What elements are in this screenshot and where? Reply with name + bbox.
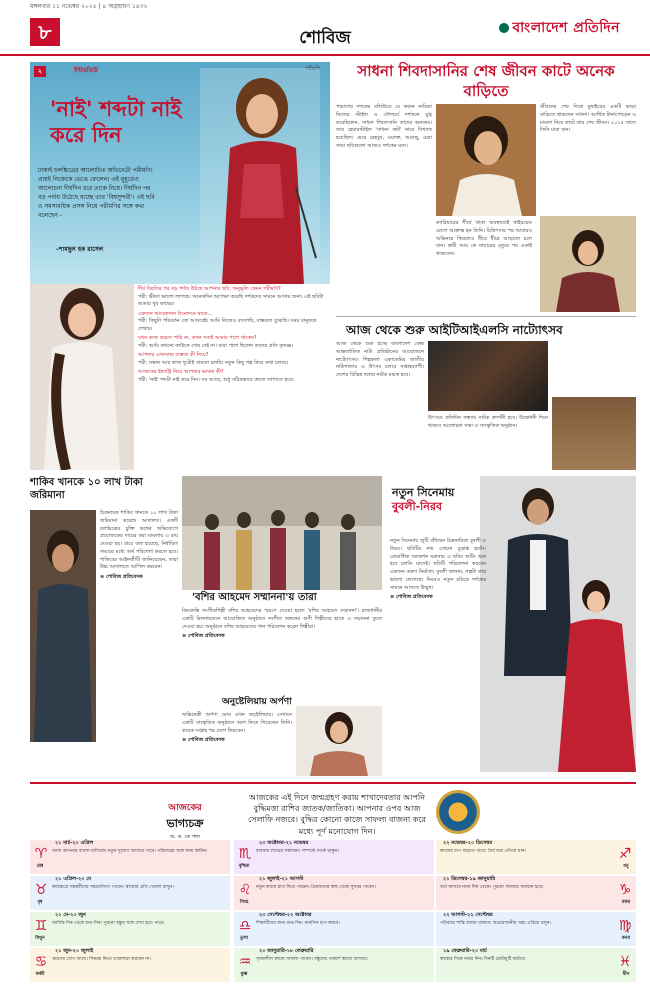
cinema-headline-top: নতুন সিনেমায়	[392, 486, 455, 499]
zodiac-7-icon: ♎	[238, 918, 252, 934]
sign-name: বৃশ্চিক	[238, 864, 250, 869]
cinema-body	[390, 538, 486, 602]
zodiac-6-icon: ♍	[618, 918, 632, 934]
sadhana-col-2: ক্যারিয়ারের শীর্ষে থাকা অবস্থাতেই থাইরয়েড রোগে আক্রান্ত হন তিনি। চিকিৎসার পর আবারও অভিনয়ে ফিরলেও ধীরে ধীরে আড়ালে চলে যান। স্বামী আর কে নায়ারের মৃত্যুর পর একাই থাকতেন।	[436, 220, 532, 257]
award-headline[interactable]: 'বশির আহমেদ সম্মাননা'য় তারা	[192, 592, 317, 603]
sign-name: বৃষ	[37, 900, 43, 905]
arpona-credit: ≡ শোবিজ প্রতিবেদক	[182, 737, 225, 744]
zodiac-2-icon: ♉	[34, 882, 48, 898]
horoscope-sign-10	[436, 876, 636, 910]
sign-name: মিথুন	[35, 936, 45, 941]
qa-question-2: একজন আরেকজন বিনোদনে থাকে...	[138, 310, 213, 317]
sign-range: ২১ জুলাই-২১ আগস্ট	[259, 876, 304, 882]
horoscope-sign-12	[436, 948, 636, 982]
interview-body	[30, 284, 330, 470]
cinema-credit: ≡ শোবিজ প্রতিবেদক	[390, 594, 433, 601]
interview-headline[interactable]: 'নাই' শব্দটা নাই করে দিন	[50, 97, 182, 148]
shakib-credit: ≡ শোবিজ প্রতিবেদক	[100, 574, 143, 580]
shakib-khan-photo	[30, 510, 96, 742]
sign-range: ১৯ ফেব্রুয়ারি-২০ মার্চ	[443, 948, 487, 954]
horoscope-sign-11	[234, 948, 434, 982]
sign-name: মেষ	[36, 864, 44, 869]
horoscope-sign-9	[436, 840, 636, 874]
horoscope-sign-4	[30, 948, 230, 982]
sign-name: সিংহ	[239, 900, 249, 905]
award-credit: ≡ শোবিজ প্রতিবেদক	[182, 633, 225, 640]
masthead	[0, 0, 650, 56]
horoscope-title	[130, 802, 240, 842]
sign-text: শিক্ষার্থীদের জন্য শুভ দিন। মানসিক চাপ কমবে।	[256, 921, 340, 926]
sign-text: স্বাস্থ্যের দিকে নজর দিন। দিনটি মোটামুটি কাটবে।	[440, 957, 526, 962]
pori-moni-photo	[200, 68, 320, 284]
sign-text: পরিবারে শান্তি বজায় থাকবে। অপ্রয়োজনীয় খরচ এড়িয়ে চলুন।	[440, 921, 552, 926]
cinema-headline-bottom: বুবলী-নিরব	[392, 500, 443, 514]
horoscope-sign-5	[234, 876, 434, 910]
sign-name: কুম্ভ	[240, 972, 248, 977]
qa-question-3: যখন কাজ করতে পারি না, তখন সবাই আমার পাশে থাকেন?	[138, 335, 257, 341]
theatre-col-1: আজ থেকে শুরু হচ্ছে বাংলাদেশ কেন্দ্র আন্তর্জাতিক নাট্য প্রতিষ্ঠানের আয়োজনে নাট্যোৎসব। শিল্পকলা একাডেমির জাতীয় নাট্যশালায় এ উৎসব চলবে সপ্তাহব্যাপী। দেশের বিভিন্ন দলের নাটক মঞ্চস্থ হবে।	[336, 341, 424, 378]
sadhana-article	[336, 62, 636, 312]
sign-name: মীন	[622, 972, 630, 977]
sign-range: ২২ আগস্ট-২২ সেপ্টেম্বর	[443, 912, 493, 918]
horoscope-sign-6	[436, 912, 636, 946]
sadhana-second-photo	[540, 216, 636, 312]
theatre-stage-photo	[428, 341, 548, 411]
theatre-festival-article	[336, 316, 636, 470]
qa-answer-4: পরী: সন্তান আর কাজ দুটোই সামলে চলছি। নতুন কিছু গল্প নিয়ে কথা চলছে।	[138, 359, 289, 366]
sign-range: ২৩ সেপ্টেম্বর-২২ অক্টোবর	[259, 912, 312, 918]
sign-range: ২১ মে-২০ জুন	[55, 912, 86, 918]
sign-range: ২০ জানুয়ারি-১৮ ফেব্রুয়ারি	[259, 948, 314, 954]
bubly-nirob-photo	[480, 476, 636, 772]
sign-text: অর্থ আসবে নানা দিক থেকে। পুরনো সমস্যার সমাধান হবে।	[440, 885, 544, 890]
horoscope-title-1: আজকের	[168, 803, 202, 813]
sign-name: ধনু	[623, 864, 629, 869]
horoscope-title-2: ভাগ্যচক্র	[166, 816, 204, 830]
horoscope-sign-2	[30, 876, 230, 910]
qa-answer-2: পরী: কিছুটা পরিবর্তন তো আসবেই। আমি নিজেও বদলেছি, বাস্তবতা বুঝেছি। সময় মানুষকে শেখায়।	[138, 318, 317, 332]
sign-text: আজ আপনার ব্যবসা-বাণিজ্যে নতুন সুযোগ আসতে পারে। পরিবারের সঙ্গে সময় কাটান।	[52, 849, 208, 854]
sadhana-photo	[436, 104, 536, 216]
horoscope-sign-7	[234, 912, 434, 946]
interview-tag-label: ইন্টারভিউ	[74, 67, 98, 74]
arpona-headline[interactable]: অনুষ্টেলিয়ায় অর্পণা	[222, 697, 292, 707]
sign-range: ২২ নভেম্বর-২০ ডিসেম্বর	[443, 840, 493, 846]
qa-answer-3: পরী: আমি কখনো কাউকে দোষ দেই না। যারা পাশে ছিলেন তাদের প্রতি কৃতজ্ঞ।	[138, 342, 294, 349]
logo-mark-icon	[499, 23, 509, 33]
interview-source: পরীমণি	[305, 66, 320, 72]
issue-date: মঙ্গলবার ১১ নভেম্বর ২০২৫ | ৪ অগ্রহায়ণ ১৪৩২	[30, 3, 148, 10]
theatre-col-2: উৎসবে প্রতিদিন সন্ধ্যায় নাটক প্রদর্শনী হবে। উদ্বোধনী দিনে থাকবে আলোচনা সভা ও সাংস্কৃতিক অনুষ্ঠান।	[428, 415, 548, 429]
interview-byline: –শামছুল হক রাসেল	[56, 246, 104, 253]
interview-tag-number: ২	[34, 66, 46, 77]
zodiac-4-icon: ♋	[34, 954, 48, 970]
sadhana-headline[interactable]: সাধনা শিবদাসানির শেষ জীবন কাটে অনেক বাড়িতে	[357, 62, 615, 100]
pori-moni-second-photo	[30, 284, 134, 470]
horoscope-section	[30, 782, 636, 984]
section-title: শোবিজ	[299, 28, 351, 48]
newspaper-logo[interactable]	[499, 18, 620, 39]
qa-question-4: আপনার এখনকার ব্যস্ততা কী নিয়ে?	[138, 352, 209, 358]
zodiac-1-icon: ♈	[34, 846, 48, 862]
award-body	[182, 608, 382, 641]
sign-text: নতুন কাজে হাত দিতে পারেন। প্রিয়জনের কাছ থেকে সুখবর পাবেন।	[256, 885, 376, 890]
zodiac-8-icon: ♏	[238, 846, 252, 862]
arpona-photo	[296, 706, 382, 776]
sadhana-columns	[336, 104, 636, 312]
qa-question-5: আজকের ইন্ডাস্ট্রি নিয়ে আপনার ভাবনা কী?	[138, 369, 224, 375]
interview-qa-list	[138, 286, 328, 386]
sign-text: কাজের চাপ বাড়তে পারে। ধৈর্য ধরে এগিয়ে যান।	[440, 849, 527, 854]
sign-range: ২১ জুন-২০ জুলাই	[55, 948, 94, 954]
cinema-headline[interactable]	[392, 486, 454, 515]
shakib-text: চিত্রনায়ক শাকিব খানকে ১০ লাখ টাকা জরিমানা করেছে আদালত। একটি চলচ্চিত্রের চুক্তি ভঙ্গের অভিযোগে প্রযোজকের দায়ের করা মামলায় এ রায় দেওয়া হয়। রায়ে বলা হয়েছে, নির্ধারিত সময়ের মধ্যে অর্থ পরিশোধ করতে হবে। শাকিবের আইনজীবী জানিয়েছেন, তারা উচ্চ আদালতে আপিল করবেন।	[100, 510, 178, 571]
sign-text: সৃজনশীল কাজে সাফল্য পাবেন। বন্ধুদের পরামর্শ কাজে আসবে।	[256, 957, 368, 962]
shakib-body	[100, 510, 178, 582]
qa-answer-1: পরী: ভীষণ ভালো লাগছে। অনেকদিন অপেক্ষা করেছি দর্শকদের সামনে আসার জন্য। এই ছবিটা আমার খুব কাছের।	[138, 293, 324, 307]
sign-name: কর্কট	[35, 972, 45, 977]
sign-range: ২৩ অক্টোবর-২১ নভেম্বর	[259, 840, 309, 846]
shakib-article	[30, 476, 178, 776]
zodiac-12-icon: ♓	[618, 954, 632, 970]
interview-hero	[30, 62, 330, 284]
sign-range: ২১ মার্চ-২০ এপ্রিল	[55, 840, 94, 846]
zodiac-wheel-icon	[436, 790, 480, 834]
cinema-article	[386, 476, 636, 776]
zodiac-11-icon: ♒	[238, 954, 252, 970]
sign-name: কন্যা	[621, 936, 631, 941]
theatre-performer-photo	[552, 397, 636, 470]
qa-answer-5: পরী: 'নাই' শব্দটা নাই করে দিন। সব আছে, শুধু সঠিকভাবে কাজে লাগাতে হবে।	[138, 376, 294, 383]
sign-text: কর্মক্ষেত্রে সহকর্মীদের সহযোগিতা পাবেন। স্বাস্থ্যের প্রতি খেয়াল রাখুন।	[52, 885, 174, 890]
theatre-headline[interactable]: আজ থেকে শুরু আইটিআইএলসি নাট্যোৎসব	[346, 323, 563, 337]
sign-name: মকর	[621, 900, 631, 905]
sign-name: তুলা	[239, 936, 249, 941]
interview-intro: ঢাকাই চলচ্চিত্রের আলোচিত অভিনেত্রী পরীমণি। প্রায়ই নিজেকে ভেঙে ফেলেন। এই মুহূর্তেও আলোচনা দীর্ঘদিন ধরে তাকে নিয়ে। দীর্ঘদিন পর বড় পর্দায় উঠেছে যাচ্ছে তার 'বিশ্বসুন্দরী'। এই ছবি ও সমসাময়িক প্রসঙ্গ নিয়ে পরীমণির সঙ্গে কথা বলেছেন -	[38, 167, 155, 219]
zodiac-3-icon: ♊	[34, 918, 48, 934]
logo-text: বাংলাদেশ প্রতিদিন	[512, 20, 620, 36]
horoscope-author: অ. ড. কে পাল	[169, 834, 201, 840]
sign-range: ২১ এপ্রিল-২০ মে	[55, 876, 92, 882]
sign-text: ব্যবসায় লাভের সম্ভাবনা। সম্পর্কে সতর্ক থাকুন।	[256, 849, 339, 854]
page-number: ৮	[30, 18, 60, 46]
sign-range: ২১ ডিসেম্বর-১৯ জানুয়ারি	[443, 876, 496, 882]
horoscope-sign-8	[234, 840, 434, 874]
horoscope-sign-3	[30, 912, 230, 946]
zodiac-10-icon: ♑	[618, 882, 632, 898]
sign-text: আর্থিক দিক থেকে শুভ দিন। পুরনো বন্ধুর সঙ্গে দেখা হতে পারে।	[52, 921, 165, 926]
sign-text: ভ্রমণের যোগ আছে। সিদ্ধান্ত নিতে তাড়াহুড়া করবেন না।	[52, 957, 151, 962]
horoscope-sign-1	[30, 840, 230, 874]
qa-question-1: দীর্ঘ বিরতির পর বড় পর্দায় উঠছে আপনার ছবি, অনুভূতি কেমন পরীমণি?	[138, 286, 281, 292]
arpona-text: অভিনেত্রী অর্পণা ঘোষ এখন অস্ট্রেলিয়ায়। সেখানে একটি সাংস্কৃতিক অনুষ্ঠানে অংশ নিতে গিয়েছেন তিনি। কয়েক সপ্তাহ পর দেশে ফিরবেন।	[182, 712, 292, 734]
horoscope-intro: আজকের এই দিনে জন্মগ্রহণ করায় শাখাদেবতার আপনি বুদ্ধিমত্তা রাশির জাতক/জাতিকা। আপনার ওপর আজ সেলাফি নজরে। বুদ্ধির কোনো কাজে সাফল্য বাজনা করে মধ্যে পূর্ণ মনোযোগ দিন।	[248, 793, 426, 836]
sadhana-col-1: পঞ্চাশের দশকের বলিউডে যে কজন নায়িকা নিজের স্টাইল ও সৌন্দর্যে দর্শককে মুগ্ধ করেছিলেন, সাধনা শিবদাসানি তাদের অন্যতম। তার হেয়ারস্টাইল 'সাধনা কাট' নামে বিখ্যাত হয়েছিল। মেরে মেহবুব, ওয়াক্ত, আরজু, মেরা সায়া ছবিগুলো আজও দর্শকের মনে।	[336, 104, 432, 149]
award-ceremony-photo	[182, 476, 382, 590]
zodiac-9-icon: ♐	[618, 846, 632, 862]
zodiac-5-icon: ♌	[238, 882, 252, 898]
sadhana-col-3: জীবনের শেষ দিকে মুম্বাইয়ের একটি ভাড়া বাড়িতে থাকতেন সাধনা। আর্থিক টানাপোড়েন ও মামলা নিয়ে কাটে তার শেষ জীবন। ২০১৫ সালে তিনি মারা যান।	[540, 104, 636, 134]
arpona-body	[182, 712, 292, 745]
award-text: কিংবদন্তি সংগীতশিল্পী বশির আহমেদের স্মরণে দেওয়া হলো 'বশির আহমেদ সম্মাননা'। রাজধানীর একটি মিলনায়তনে আয়োজিত অনুষ্ঠানে সংগীত অঙ্গনের গুণী শিল্পীদের হাতে এ সম্মাননা তুলে দেওয়া হয়। অনুষ্ঠানে বশির আহমেদের গান পরিবেশন করেন শিল্পীরা।	[182, 608, 382, 630]
cinema-text: নতুন সিনেমায় জুটি বাঁধছেন চিত্রনায়িকা বুবলী ও নিরব। ছবিটির নাম এখনো চূড়ান্ত হয়নি। রোমান্টিক অ্যাকশন ঘরানার এ ছবির শুটিং শুরু হবে চলতি মাসেই। ছবিটি পরিচালনা করবেন একজন তরুণ নির্মাতা। বুবলী জানান, গল্পটা তার ভালো লেগেছে। নিরবও নতুন চরিত্রে দর্শকের সামনে আসতে উন্মুখ।	[390, 538, 486, 591]
shakib-headline[interactable]: শাকিব খানকে ১০ লাখ টাকা জরিমানা	[30, 477, 143, 501]
award-article	[182, 476, 382, 776]
